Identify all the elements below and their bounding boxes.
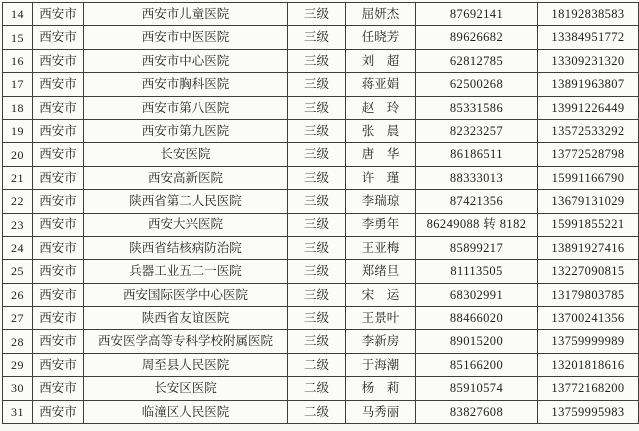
- cell-city: 西安市: [33, 260, 84, 283]
- cell-phone-number: 62812785: [416, 49, 538, 72]
- cell-phone-number: 86249088 转 8182: [416, 213, 538, 236]
- table-row: [3, 73, 639, 96]
- cell-phone-number: 81113505: [416, 260, 538, 283]
- cell-row-number: 21: [3, 166, 33, 189]
- table-row: [3, 400, 639, 423]
- cell-mobile-number: 13384951772: [538, 26, 639, 49]
- cell-row-number: 30: [3, 377, 33, 400]
- cell-row-number: 26: [3, 283, 33, 306]
- cell-city: 西安市: [33, 213, 84, 236]
- cell-row-number: 23: [3, 213, 33, 236]
- cell-city: 西安市: [33, 307, 84, 330]
- cell-phone-number: 88333013: [416, 166, 538, 189]
- cell-contact-name: 王亚梅: [346, 236, 416, 259]
- cell-phone-number: 87421356: [416, 190, 538, 213]
- table-row: [3, 353, 639, 376]
- cell-contact-name: 张 晨: [346, 119, 416, 142]
- cell-row-number: 29: [3, 353, 33, 376]
- cell-contact-name: 刘 超: [346, 49, 416, 72]
- cell-row-number: 14: [3, 3, 33, 26]
- cell-phone-number: 83827608: [416, 400, 538, 423]
- cell-row-number: 24: [3, 236, 33, 259]
- cell-contact-name: 马秀丽: [346, 400, 416, 423]
- cell-mobile-number: 13201818616: [538, 353, 639, 376]
- cell-grade-level: 二级: [288, 377, 346, 400]
- cell-grade-level: 三级: [288, 283, 346, 306]
- cell-contact-name: 李勇年: [346, 213, 416, 236]
- table-row: [3, 49, 639, 72]
- cell-grade-level: 三级: [288, 96, 346, 119]
- cell-hospital-name: 长安区医院: [84, 377, 288, 400]
- cell-hospital-name: 兵器工业五二一医院: [84, 260, 288, 283]
- cell-mobile-number: 13891963807: [538, 73, 639, 96]
- cell-grade-level: 三级: [288, 307, 346, 330]
- scanned-document-page: [0, 2, 639, 431]
- cell-hospital-name: 西安高新医院: [84, 166, 288, 189]
- cell-mobile-number: 13991226449: [538, 96, 639, 119]
- cell-phone-number: 89626682: [416, 26, 538, 49]
- cell-row-number: 27: [3, 307, 33, 330]
- cell-city: 西安市: [33, 353, 84, 376]
- table-row: [3, 166, 639, 189]
- cell-contact-name: 许 瑾: [346, 166, 416, 189]
- cell-contact-name: 蒋亚娟: [346, 73, 416, 96]
- cell-city: 西安市: [33, 330, 84, 353]
- cell-mobile-number: 13679131029: [538, 190, 639, 213]
- cell-grade-level: 三级: [288, 3, 346, 26]
- cell-phone-number: 85910574: [416, 377, 538, 400]
- cell-contact-name: 唐 华: [346, 143, 416, 166]
- cell-grade-level: 三级: [288, 26, 346, 49]
- cell-hospital-name: 西安市胸科医院: [84, 73, 288, 96]
- cell-hospital-name: 周至县人民医院: [84, 353, 288, 376]
- cell-contact-name: 宋 运: [346, 283, 416, 306]
- table-row: [3, 190, 639, 213]
- cell-mobile-number: 13759995983: [538, 400, 639, 423]
- hospital-contact-table: [2, 2, 639, 424]
- cell-hospital-name: 陕西省第二人民医院: [84, 190, 288, 213]
- cell-grade-level: 二级: [288, 353, 346, 376]
- table-row: [3, 283, 639, 306]
- cell-grade-level: 三级: [288, 260, 346, 283]
- table-row: [3, 377, 639, 400]
- cell-mobile-number: 18192838583: [538, 3, 639, 26]
- table-row: [3, 3, 639, 26]
- cell-row-number: 18: [3, 96, 33, 119]
- cell-city: 西安市: [33, 49, 84, 72]
- cell-contact-name: 李新房: [346, 330, 416, 353]
- cell-contact-name: 任晓芳: [346, 26, 416, 49]
- cell-phone-number: 85166200: [416, 353, 538, 376]
- cell-mobile-number: 13227090815: [538, 260, 639, 283]
- cell-contact-name: 王景叶: [346, 307, 416, 330]
- cell-phone-number: 68302991: [416, 283, 538, 306]
- cell-phone-number: 89015200: [416, 330, 538, 353]
- cell-mobile-number: 13309231320: [538, 49, 639, 72]
- cell-mobile-number: 13772168200: [538, 377, 639, 400]
- cell-city: 西安市: [33, 73, 84, 96]
- cell-mobile-number: 15991166790: [538, 166, 639, 189]
- cell-row-number: 25: [3, 260, 33, 283]
- cell-hospital-name: 西安市中心医院: [84, 49, 288, 72]
- cell-mobile-number: 13700241356: [538, 307, 639, 330]
- table-row: [3, 330, 639, 353]
- cell-phone-number: 86186511: [416, 143, 538, 166]
- cell-hospital-name: 西安国际医学中心医院: [84, 283, 288, 306]
- cell-mobile-number: 13891927416: [538, 236, 639, 259]
- cell-contact-name: 郑绪旦: [346, 260, 416, 283]
- table-row: [3, 119, 639, 142]
- cell-row-number: 15: [3, 26, 33, 49]
- cell-grade-level: 三级: [288, 213, 346, 236]
- cell-row-number: 20: [3, 143, 33, 166]
- cell-contact-name: 杨 莉: [346, 377, 416, 400]
- cell-city: 西安市: [33, 119, 84, 142]
- cell-hospital-name: 西安市中医医院: [84, 26, 288, 49]
- cell-contact-name: 于海潮: [346, 353, 416, 376]
- cell-grade-level: 二级: [288, 400, 346, 423]
- cell-row-number: 22: [3, 190, 33, 213]
- cell-row-number: 16: [3, 49, 33, 72]
- cell-grade-level: 三级: [288, 190, 346, 213]
- cell-mobile-number: 13572533292: [538, 119, 639, 142]
- cell-city: 西安市: [33, 96, 84, 119]
- cell-phone-number: 62500268: [416, 73, 538, 96]
- cell-grade-level: 三级: [288, 143, 346, 166]
- cell-contact-name: 屈妍杰: [346, 3, 416, 26]
- table-row: [3, 143, 639, 166]
- cell-city: 西安市: [33, 143, 84, 166]
- cell-phone-number: 82323257: [416, 119, 538, 142]
- cell-grade-level: 三级: [288, 49, 346, 72]
- table-row: [3, 213, 639, 236]
- cell-mobile-number: 15991855221: [538, 213, 639, 236]
- cell-hospital-name: 西安大兴医院: [84, 213, 288, 236]
- table-row: [3, 236, 639, 259]
- cell-row-number: 19: [3, 119, 33, 142]
- cell-hospital-name: 临潼区人民医院: [84, 400, 288, 423]
- cell-mobile-number: 13179803785: [538, 283, 639, 306]
- cell-city: 西安市: [33, 400, 84, 423]
- cell-grade-level: 三级: [288, 119, 346, 142]
- cell-phone-number: 88466020: [416, 307, 538, 330]
- cell-row-number: 31: [3, 400, 33, 423]
- cell-phone-number: 87692141: [416, 3, 538, 26]
- cell-hospital-name: 陕西省友谊医院: [84, 307, 288, 330]
- cell-city: 西安市: [33, 283, 84, 306]
- cell-hospital-name: 西安医学高等专科学校附属医院: [84, 330, 288, 353]
- cell-city: 西安市: [33, 377, 84, 400]
- cell-phone-number: 85331586: [416, 96, 538, 119]
- cell-city: 西安市: [33, 3, 84, 26]
- table-body: [3, 3, 639, 424]
- cell-city: 西安市: [33, 166, 84, 189]
- cell-row-number: 28: [3, 330, 33, 353]
- cell-hospital-name: 长安医院: [84, 143, 288, 166]
- cell-hospital-name: 西安市儿童医院: [84, 3, 288, 26]
- cell-grade-level: 三级: [288, 73, 346, 96]
- cell-row-number: 17: [3, 73, 33, 96]
- cell-grade-level: 三级: [288, 166, 346, 189]
- cell-city: 西安市: [33, 26, 84, 49]
- cell-phone-number: 85899217: [416, 236, 538, 259]
- cell-grade-level: 三级: [288, 330, 346, 353]
- cell-contact-name: 李瑞琼: [346, 190, 416, 213]
- cell-city: 西安市: [33, 190, 84, 213]
- cell-hospital-name: 陕西省结核病防治院: [84, 236, 288, 259]
- cell-hospital-name: 西安市第八医院: [84, 96, 288, 119]
- table-row: [3, 307, 639, 330]
- cell-mobile-number: 13759999989: [538, 330, 639, 353]
- table-row: [3, 260, 639, 283]
- cell-hospital-name: 西安市第九医院: [84, 119, 288, 142]
- cell-grade-level: 三级: [288, 236, 346, 259]
- cell-contact-name: 赵 玲: [346, 96, 416, 119]
- cell-city: 西安市: [33, 236, 84, 259]
- table-row: [3, 96, 639, 119]
- cell-mobile-number: 13772528798: [538, 143, 639, 166]
- table-row: [3, 26, 639, 49]
